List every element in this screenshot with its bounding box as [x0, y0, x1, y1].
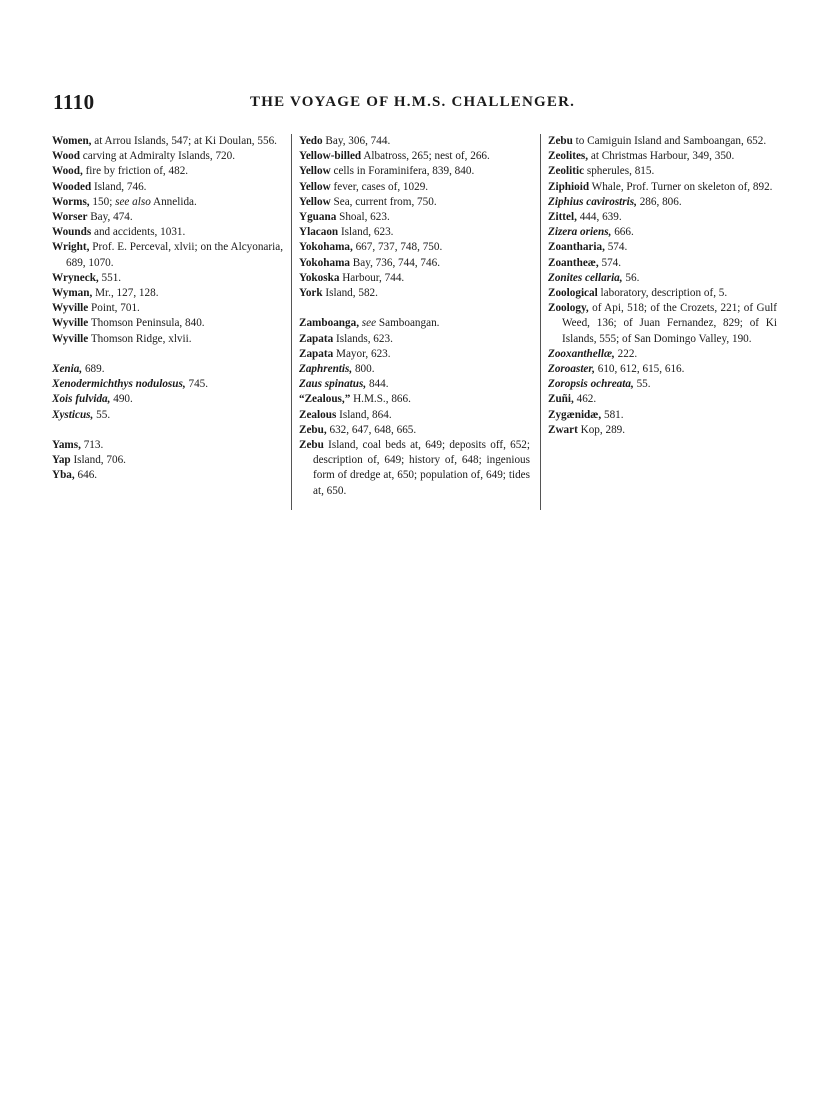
- entry-see-also: see: [359, 317, 377, 330]
- entry-references: Bay, 474.: [87, 211, 133, 224]
- entry-references: 55.: [93, 408, 111, 421]
- entry-references: 646.: [74, 469, 98, 482]
- entry-references: Shoal, 623.: [336, 211, 390, 224]
- entry-term: Zonites cellaria,: [548, 271, 623, 284]
- entry-references: spherules, 815.: [584, 165, 655, 178]
- index-column-1: [52, 134, 283, 484]
- index-entry: [52, 286, 283, 301]
- index-entry: [299, 271, 530, 286]
- entry-term: Yams,: [52, 439, 81, 452]
- entry-term: Yellow: [299, 165, 331, 178]
- index-entry: [52, 408, 283, 423]
- entry-references: 490.: [110, 393, 133, 406]
- entry-term: Zoological: [548, 287, 598, 300]
- index-entry: [52, 149, 283, 164]
- entry-references: Thomson Peninsula, 840.: [88, 317, 205, 330]
- entry-references: Thomson Ridge, xlvii.: [88, 332, 192, 345]
- entry-references: fever, cases of, 1029.: [330, 180, 429, 193]
- index-entry: [299, 392, 530, 407]
- entry-references: 55.: [633, 378, 651, 391]
- entry-term: Zeolitic: [548, 165, 585, 178]
- index-entry: [299, 408, 530, 423]
- index-entry: [548, 392, 777, 407]
- entry-term: “Zealous,”: [299, 393, 351, 406]
- index-entry: [52, 438, 283, 453]
- index-entry: [299, 286, 530, 301]
- entry-term: Ylacaon: [299, 226, 339, 239]
- running-title: THE VOYAGE OF H.M.S. CHALLENGER.: [250, 94, 576, 110]
- entry-references: Point, 701.: [88, 302, 140, 315]
- entry-references: Bay, 306, 744.: [322, 135, 391, 147]
- entry-term: Zizera oriens,: [548, 226, 612, 239]
- entry-term: Yap: [52, 454, 71, 467]
- entry-term: Yedo: [299, 135, 323, 147]
- index-entry: [299, 362, 530, 377]
- entry-references: 574.: [604, 241, 628, 254]
- entry-references: 444, 639.: [576, 211, 622, 224]
- index-entry: [548, 225, 777, 240]
- entry-term: Zwart: [548, 423, 578, 436]
- index-entry: [52, 225, 283, 240]
- entry-references: 844.: [366, 378, 389, 391]
- entry-term: Xois fulvida,: [52, 393, 111, 406]
- entry-references: 667, 737, 748, 750.: [352, 241, 443, 254]
- index-entry: [52, 271, 283, 286]
- entry-cross-reference: Annelida.: [150, 195, 197, 208]
- entry-references: carving at Admiralty Islands, 720.: [79, 150, 236, 163]
- entry-term: Wright,: [52, 241, 90, 254]
- index-entry: [299, 134, 530, 149]
- entry-term: Xenia,: [52, 363, 83, 376]
- entry-references: 581.: [601, 408, 624, 421]
- entry-term: Wyman,: [52, 287, 93, 300]
- index-entry: [299, 256, 530, 271]
- index-entry: [548, 377, 777, 392]
- entry-references: Island, 746.: [91, 180, 147, 193]
- index-entry: [299, 195, 530, 210]
- entry-references: 150;: [89, 195, 113, 208]
- entry-term: Yellow-billed: [299, 150, 362, 163]
- entry-term: Zuñi,: [548, 393, 574, 406]
- entry-references: Island, 706.: [70, 454, 126, 467]
- entry-term: Zoropsis ochreata,: [548, 378, 634, 391]
- entry-term: Zebu: [548, 135, 573, 147]
- index-entry: [548, 134, 777, 149]
- index-entry: [52, 164, 283, 179]
- entry-term: Zapata: [299, 347, 334, 360]
- entry-term: Wooded: [52, 180, 92, 193]
- entry-references: Harbour, 744.: [339, 271, 405, 284]
- entry-term: York: [299, 287, 323, 300]
- index-entry: [548, 195, 777, 210]
- entry-references: 689.: [82, 363, 105, 376]
- entry-references: 745.: [185, 378, 209, 391]
- index-entry: [299, 377, 530, 392]
- entry-term: Ziphioid: [548, 180, 590, 193]
- entry-term: Worser: [52, 211, 88, 224]
- entry-references: Island, 582.: [322, 287, 378, 300]
- index-entry: [299, 347, 530, 362]
- entry-references: at Arrou Islands, 547; at Ki Doulan, 556.: [91, 135, 277, 147]
- entry-term: Zoantharia,: [548, 241, 605, 254]
- index-entry: [548, 149, 777, 164]
- entry-term: Zaus spinatus,: [299, 378, 367, 391]
- index-entry: [548, 164, 777, 179]
- entry-term: Yellow: [299, 180, 331, 193]
- entry-references: 551.: [98, 271, 122, 284]
- entry-references: Sea, current from, 750.: [330, 195, 437, 208]
- index-entry: [299, 149, 530, 164]
- index-entry: [299, 423, 530, 438]
- index-entry: [548, 286, 777, 301]
- group-gap: [52, 347, 283, 362]
- entry-term: Ziphius cavirostris,: [548, 195, 637, 208]
- entry-references: Island, 623.: [338, 226, 394, 239]
- entry-references: H.M.S., 866.: [350, 393, 411, 406]
- entry-references: Whale, Prof. Turner on skeleton of, 892.: [589, 180, 773, 193]
- entry-references: 713.: [80, 439, 104, 452]
- index-entry: [548, 256, 777, 271]
- index-column-3: [548, 134, 777, 438]
- entry-term: Xysticus,: [52, 408, 94, 421]
- entry-references: fire by friction of, 482.: [82, 165, 189, 178]
- entry-references: 666.: [611, 226, 634, 239]
- index-entry: [299, 332, 530, 347]
- entry-term: Yokohama: [299, 256, 350, 269]
- entry-term: Zebu: [299, 439, 324, 452]
- entry-term: Zoroaster,: [548, 363, 595, 376]
- index-entry: [52, 301, 283, 316]
- index-entry: [548, 210, 777, 225]
- entry-references: 222.: [614, 347, 638, 360]
- index-entry: [299, 210, 530, 225]
- index-entry: [299, 316, 530, 331]
- entry-term: Zapata: [299, 332, 334, 345]
- index-entry: [299, 180, 530, 195]
- index-entry: [548, 301, 777, 347]
- entry-references: Mayor, 623.: [333, 347, 391, 360]
- index-entry: [548, 408, 777, 423]
- entry-cross-reference: Samboangan.: [376, 317, 440, 330]
- entry-term: Wyville: [52, 302, 89, 315]
- entry-references: Kop, 289.: [577, 423, 626, 436]
- entry-term: Wounds: [52, 226, 92, 239]
- index-entry: [52, 468, 283, 483]
- index-entry: [52, 392, 283, 407]
- entry-term: Yellow: [299, 195, 331, 208]
- entry-references: Prof. E. Perceval, xlvii; on the Alcyonaria, 689, 1070.: [66, 241, 283, 269]
- entry-references: at Christmas Harbour, 349, 350.: [588, 150, 735, 163]
- entry-term: Zealous: [299, 408, 337, 421]
- index-entry: [52, 316, 283, 331]
- entry-references: 610, 612, 615, 616.: [594, 363, 685, 376]
- entry-references: Island, coal beds at, 649; deposits off, 652; description of, 649; history of, 648; ingenious form of dredge at, 650; population of, 649; tides at, 650.: [313, 439, 530, 497]
- entry-term: Zittel,: [548, 211, 577, 224]
- index-entry: [548, 423, 777, 438]
- entry-term: Yguana: [299, 211, 337, 224]
- entry-references: 462.: [573, 393, 597, 406]
- index-entry: [548, 271, 777, 286]
- group-gap: [52, 423, 283, 438]
- index-entry: [52, 453, 283, 468]
- entry-term: Zeolites,: [548, 150, 589, 163]
- index-entry: [52, 180, 283, 195]
- index-entry: [52, 377, 283, 392]
- entry-term: Wyville: [52, 317, 89, 330]
- index-entry: [52, 240, 283, 270]
- index-entry: [299, 225, 530, 240]
- index-entry: [548, 362, 777, 377]
- entry-references: Islands, 623.: [333, 332, 393, 345]
- index-entry: [299, 240, 530, 255]
- index-entry: [52, 332, 283, 347]
- entry-term: Yokohama,: [299, 241, 353, 254]
- entry-references: 632, 647, 648, 665.: [326, 423, 417, 436]
- entry-references: laboratory, description of, 5.: [597, 287, 728, 300]
- group-gap: [299, 301, 530, 316]
- index-entry: [548, 180, 777, 195]
- index-entry: [299, 164, 530, 179]
- entry-term: Zooxanthellæ,: [548, 347, 615, 360]
- entry-term: Yba,: [52, 469, 75, 482]
- page-number: 1110: [53, 90, 95, 114]
- column-rule: [291, 134, 292, 510]
- entry-term: Wood: [52, 150, 80, 163]
- entry-references: 574.: [598, 256, 622, 269]
- column-rule: [540, 134, 541, 510]
- index-entry: [548, 347, 777, 362]
- entry-term: Xenodermichthys nodulosus,: [52, 378, 186, 391]
- entry-term: Zygænidæ,: [548, 408, 602, 421]
- entry-term: Worms,: [52, 195, 90, 208]
- entry-references: of Api, 518; of the Crozets, 221; of Gulf Weed, 136; of Juan Fernandez, 829; of Ki Islands, 555; of San Domingo Valley, 190.: [562, 302, 777, 345]
- entry-references: 286, 806.: [636, 195, 682, 208]
- index-entry: [52, 362, 283, 377]
- entry-term: Zaphrentis,: [299, 363, 353, 376]
- entry-see-also: see also: [112, 195, 151, 208]
- entry-references: and accidents, 1031.: [91, 226, 186, 239]
- entry-references: Mr., 127, 128.: [92, 287, 159, 300]
- index-entry: [52, 210, 283, 225]
- entry-references: to Camiguin Island and Samboangan, 652.: [572, 135, 767, 147]
- index-entry: [52, 134, 283, 149]
- entry-term: Zamboanga,: [299, 317, 359, 330]
- entry-references: Albatross, 265; nest of, 266.: [361, 150, 490, 163]
- entry-term: Women,: [52, 135, 92, 147]
- entry-references: 56.: [622, 271, 640, 284]
- entry-references: Island, 864.: [336, 408, 392, 421]
- entry-term: Wryneck,: [52, 271, 99, 284]
- index-entry: [299, 438, 530, 499]
- entry-references: cells in Foraminifera, 839, 840.: [330, 165, 475, 178]
- index-entry: [52, 195, 283, 210]
- entry-term: Zebu,: [299, 423, 327, 436]
- entry-term: Zoantheæ,: [548, 256, 599, 269]
- index-column-2: [299, 134, 530, 499]
- index-entry: [548, 240, 777, 255]
- entry-term: Wood,: [52, 165, 83, 178]
- entry-references: 800.: [352, 363, 375, 376]
- entry-term: Zoology,: [548, 302, 589, 315]
- entry-references: Bay, 736, 744, 746.: [349, 256, 440, 269]
- entry-term: Wyville: [52, 332, 89, 345]
- entry-term: Yokoska: [299, 271, 340, 284]
